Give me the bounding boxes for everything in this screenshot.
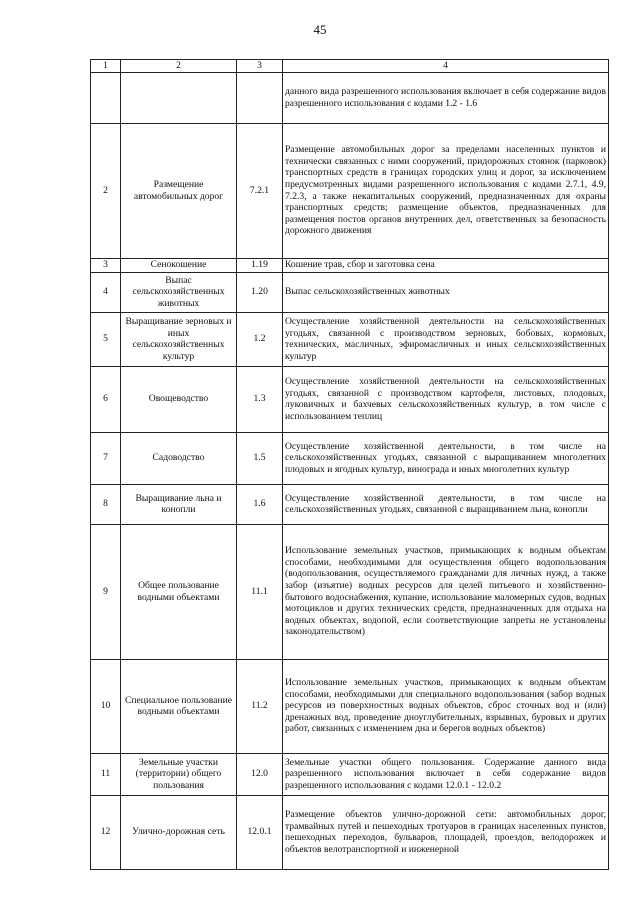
- use-type-code: 11.1: [237, 524, 283, 659]
- use-type-description: Земельные участки общего пользования. Содержание данного вида разрешенного использования включает в себя содержание видов разрешенного использования с кодами 12.0.1 - 12.0.2: [283, 753, 609, 795]
- use-type-description: Размещение объектов улично-дорожной сети: автомобильных дорог, трамвайных путей и пешеходных тротуаров в границах населенных пунктов, пешеходных переходов, бульваров, площадей, проездов, велодорожек и объектов велотранспортной и инженерной: [283, 795, 609, 869]
- row-number: 2: [91, 123, 121, 258]
- column-header: 2: [121, 60, 237, 73]
- row-number: 5: [91, 312, 121, 366]
- column-header: 1: [91, 60, 121, 73]
- column-header: 4: [283, 60, 609, 73]
- use-type-description: Осуществление хозяйственной деятельности на сельскохозяйственных угодьях, связанной с производством картофеля, листовых, плодовых, луковичных и бахчевых сельскохозяйственных культур, в том числе с использованием теплиц: [283, 366, 609, 432]
- table-row: [91, 795, 609, 869]
- table-row: [91, 123, 609, 258]
- use-type-code: 1.20: [237, 272, 283, 312]
- use-type-description: Осуществление хозяйственной деятельности, в том числе на сельскохозяйственных угодьях, связанной с выращиванием многолетних плодовых и ягодных культур, винограда и иных многолетних культур: [283, 432, 609, 484]
- use-type-code: 1.3: [237, 366, 283, 432]
- use-type-code: [237, 72, 283, 123]
- table-row: [91, 72, 609, 123]
- table-row: [91, 524, 609, 659]
- use-type-code: 1.6: [237, 484, 283, 524]
- row-number: 8: [91, 484, 121, 524]
- row-number: 10: [91, 659, 121, 753]
- table-row: [91, 366, 609, 432]
- use-type-name: Улично-дорожная сеть: [121, 795, 237, 869]
- use-type-name: Овощеводство: [121, 366, 237, 432]
- use-type-name: Сенокошение: [121, 258, 237, 272]
- table-row: [91, 272, 609, 312]
- row-number: 7: [91, 432, 121, 484]
- use-type-description: Кошение трав, сбор и заготовка сена: [283, 258, 609, 272]
- row-number: 11: [91, 753, 121, 795]
- use-type-name: Выращивание льна и конопли: [121, 484, 237, 524]
- row-number: 6: [91, 366, 121, 432]
- use-type-name: Общее пользование водными объектами: [121, 524, 237, 659]
- table-row: [91, 258, 609, 272]
- table-row: [91, 753, 609, 795]
- use-type-code: 11.2: [237, 659, 283, 753]
- land-use-table: [90, 59, 609, 870]
- row-number: 9: [91, 524, 121, 659]
- table-row: [91, 659, 609, 753]
- use-type-description: Использование земельных участков, примыкающих к водным объектам способами, необходимыми для специального водопользования (забор водных ресурсов из поверхностных водных объектов, сброс сточных вод и (или) дренажных вод, проведение дноуглубительных, взрывных, буровых и других работ, связанных с изменением дна и берегов водных объектов): [283, 659, 609, 753]
- use-type-description: данного вида разрешенного использования включает в себя содержание видов разрешенного использования с кодами 1.2 - 1.6: [283, 72, 609, 123]
- use-type-code: 12.0: [237, 753, 283, 795]
- row-number: 12: [91, 795, 121, 869]
- use-type-name: Садоводство: [121, 432, 237, 484]
- column-header: 3: [237, 60, 283, 73]
- use-type-description: Осуществление хозяйственной деятельности, в том числе на сельскохозяйственных угодьях, связанной с выращиванием льна, конопли: [283, 484, 609, 524]
- use-type-description: Использование земельных участков, примыкающих к водным объектам способами, необходимыми для осуществления общего водопользования (водопользования, осуществляемого гражданами для личных нужд, а также забор (изъятие) водных ресурсов для целей питьевого и хозяйственно-бытового водоснабжения, купание, использование маломерных судов, водных мотоциклов и других технических средств, предназначенных для отдыха на водных объектах, водопой, если соответствующие запреты не установлены законодательством): [283, 524, 609, 659]
- table-row: [91, 484, 609, 524]
- use-type-code: 1.19: [237, 258, 283, 272]
- use-type-code: 12.0.1: [237, 795, 283, 869]
- row-number: 3: [91, 258, 121, 272]
- row-number: [91, 72, 121, 123]
- table-row: [91, 432, 609, 484]
- row-number: 4: [91, 272, 121, 312]
- use-type-description: Осуществление хозяйственной деятельности на сельскохозяйственных угодьях, связанной с производством зерновых, бобовых, кормовых, технических, масличных, эфиромасличных и иных сельскохозяйственных культур: [283, 312, 609, 366]
- page-number: 45: [313, 22, 327, 37]
- use-type-code: 1.2: [237, 312, 283, 366]
- use-type-code: 7.2.1: [237, 123, 283, 258]
- use-type-name: Земельные участки (территории) общего пользования: [121, 753, 237, 795]
- use-type-description: Размещение автомобильных дорог за пределами населенных пунктов и технически связанных с ними сооружений, придорожных стоянок (парковок) транспортных средств в границах городских улиц и дорог, за исключением предусмотренных видами разрешенного использования с кодами 2.7.1, 4.9, 7.2.3, а также некапитальных сооружений, предназначенных для охраны транспортных средств; размещение объектов, предназначенных для размещения постов органов внутренних дел, ответственных за безопасность дорожного движения: [283, 123, 609, 258]
- use-type-description: Выпас сельскохозяйственных животных: [283, 272, 609, 312]
- use-type-name: Выращивание зерновых и иных сельскохозяйственных культур: [121, 312, 237, 366]
- use-type-name: Размещение автомобильных дорог: [121, 123, 237, 258]
- table-header-row: [91, 60, 609, 73]
- use-type-name: [121, 72, 237, 123]
- use-type-code: 1.5: [237, 432, 283, 484]
- use-type-name: Выпас сельскохозяйственных животных: [121, 272, 237, 312]
- table-row: [91, 312, 609, 366]
- use-type-name: Специальное пользование водными объектами: [121, 659, 237, 753]
